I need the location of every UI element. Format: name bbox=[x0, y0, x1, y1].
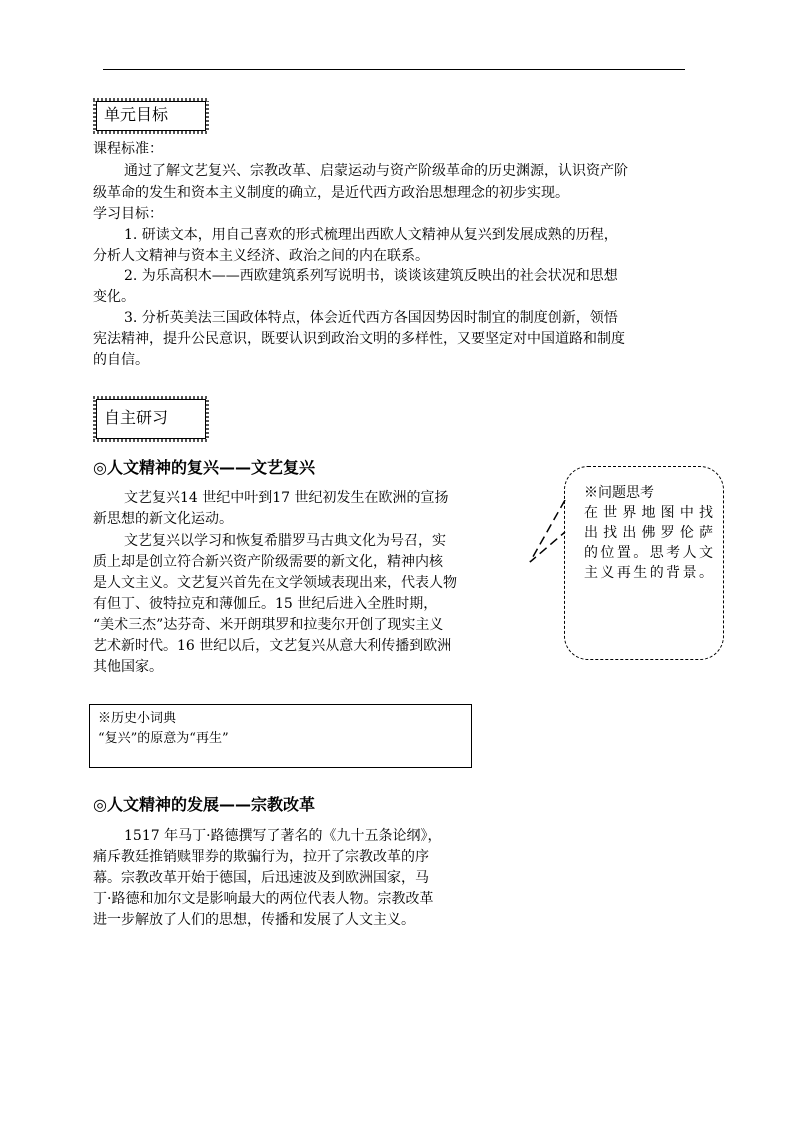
section1-line-7: “美术三杰”达芬奇、米开朗琪罗和拉斐尔开创了现实主义 bbox=[93, 617, 444, 633]
section2-line-3: 幕。宗教改革开始于德国，后迅速波及到欧洲国家，马 bbox=[93, 870, 429, 886]
section1-line-4: 质上却是创立符合新兴资产阶级需要的新文化，精神内核 bbox=[93, 554, 443, 570]
callout-pointer bbox=[528, 500, 568, 570]
unit-goal-header: 单元目标 bbox=[96, 101, 206, 131]
section1-heading: ◎人文精神的复兴——文艺复兴 bbox=[93, 458, 315, 477]
section1-line-2: 新思想的新文化运动。 bbox=[93, 511, 233, 527]
section1-line-8: 艺术新时代。16 世纪以后，文艺复兴从意大利传播到欧洲 bbox=[93, 638, 452, 654]
think-box-line-4: 主义再生的背景。 bbox=[584, 565, 713, 581]
goal-line-3: 2. 为乐高积木——西欧建筑系列写说明书，谈谈该建筑反映出的社会状况和思想 bbox=[124, 268, 618, 284]
think-box-line-1: 在世界地图中找 bbox=[584, 505, 713, 521]
section2-line-1: 1517 年马丁·路德撰写了著名的《九十五条论纲》， bbox=[124, 828, 442, 844]
think-box bbox=[564, 466, 724, 660]
goal-line-5: 3. 分析英美法三国政体特点，体会近代西方各国因势因时制宜的制度创新，领悟 bbox=[124, 310, 618, 326]
section1-line-5: 是人文主义。文艺复兴首先在文学领域表现出来，代表人物 bbox=[93, 575, 457, 591]
section1-line-6: 有但丁、彼特拉克和薄伽丘。15 世纪后进入全胜时期， bbox=[93, 596, 438, 612]
goal-line-2: 分析人文精神与资本主义经济、政治之间的内在联系。 bbox=[93, 248, 429, 264]
section1-line-9: 其他国家。 bbox=[93, 659, 163, 675]
section1-line-1: 文艺复兴14 世纪中叶到17 世纪初发生在欧洲的宣扬 bbox=[124, 490, 449, 506]
self-study-header-box bbox=[93, 396, 209, 442]
goal-line-4: 变化。 bbox=[93, 289, 135, 305]
header-rule bbox=[103, 69, 685, 70]
think-box-line-2: 出找出佛罗伦萨 bbox=[584, 525, 713, 541]
section2-line-5: 进一步解放了人们的思想，传播和发展了人文主义。 bbox=[93, 912, 415, 928]
think-box-line-3: 的位置。思考人文 bbox=[584, 545, 713, 561]
dictionary-title: ※历史小词典 bbox=[98, 711, 177, 726]
section2-heading: ◎人文精神的发展——宗教改革 bbox=[93, 795, 315, 814]
dictionary-text: “复兴”的原意为“再生” bbox=[98, 731, 229, 746]
self-study-header: 自主研习 bbox=[96, 399, 206, 439]
goal-line-6: 宪法精神，提升公民意识，既要认识到政治文明的多样性，又要坚定对中国道路和制度 bbox=[93, 331, 625, 347]
goal-line-1: 1. 研读文本，用自己喜欢的形式梳理出西欧人文精神从复兴到发展成熟的历程， bbox=[124, 227, 618, 243]
goal-line-7: 的自信。 bbox=[93, 352, 149, 368]
course-standard-label: 课程标准： bbox=[93, 141, 163, 157]
course-standard-line-2: 级革命的发生和资本主义制度的确立，是近代西方政治思想理念的初步实现。 bbox=[93, 185, 569, 201]
think-box-title: ※问题思考 bbox=[584, 485, 654, 501]
section1-line-3: 文艺复兴以学习和恢复希腊罗马古典文化为号召，实 bbox=[124, 533, 446, 549]
section2-line-4: 丁·路德和加尔文是影响最大的两位代表人物。宗教改革 bbox=[93, 891, 434, 907]
section2-line-2: 痛斥教廷推销赎罪券的欺骗行为，拉开了宗教改革的序 bbox=[93, 849, 429, 865]
dictionary-box bbox=[89, 704, 472, 768]
course-standard-line-1: 通过了解文艺复兴、宗教改革、启蒙运动与资产阶级革命的历史渊源，认识资产阶 bbox=[124, 163, 628, 179]
study-goal-label: 学习目标： bbox=[93, 206, 163, 222]
unit-goal-header-box bbox=[93, 98, 209, 134]
